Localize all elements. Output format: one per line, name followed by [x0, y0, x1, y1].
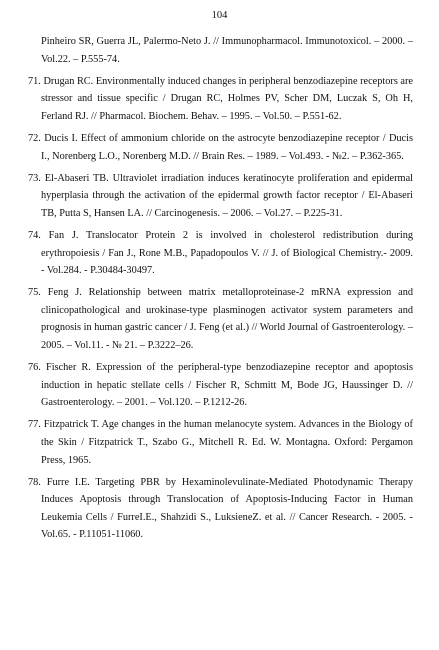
reference-text: Fitzpatrick T. Age changes in the human melanocyte system. Advances in the Biology of the Skin / Fitzpatrick T., Szabo G., Mitchell R. Ed. W. Montagna. Oxford: Pergamon Press, 1965. — [41, 419, 413, 466]
reference-text: Drugan RC. Environmentally induced changes in peripheral benzodiazepine receptors are stressor and tissue specific / Drugan RC, Holmes PV, Scher DM, Luczak S, Oh H, Ferland RJ. // Pharmacol. Biochem. Behav. – 1995. – Vol.50. – P.551-62. — [41, 75, 413, 122]
reference-text: El-Abaseri TB. Ultraviolet irradiation induces keratinocyte proliferation and epidermal hyperplasia through the activation of the epidermal growth factor receptor / El-Abaseri TB, Putta S, Hansen LA. // Carcinogenesis. – 2006. – Vol.27. – P.225-31. — [41, 172, 414, 219]
page-number: 104 — [211, 10, 228, 21]
reference-text: Feng J. Relationship between matrix metalloproteinase-2 mRNA expression and clinicopathological and urokinase-type plasminogen activator system parameters and prognosis in human gastric cancer / J. Feng (et al.) // World Journal of Gastroenterology. – 2005. – Vol.11. - № 21. – P.3222–26. — [41, 287, 413, 351]
reference-item-73 — [28, 170, 413, 223]
reference-number: 74. — [28, 229, 41, 241]
reference-item-78 — [28, 474, 413, 544]
reference-number: 78. — [28, 476, 41, 488]
reference-item-72 — [28, 130, 413, 165]
reference-number: 72. — [28, 132, 41, 144]
reference-list — [28, 33, 413, 549]
reference-number: 71. — [28, 75, 41, 87]
reference-text: Fischer R. Expression of the peripheral-type benzodiazepine receptor and apoptosis induction in hepatic stellate cells / Fischer R, Schmitt M, Bode JG, Haussinger D. // Gastroenterology. – 2001. – Vol.120. – P.1212-26. — [41, 362, 413, 409]
reference-text: Ducis I. Effect of ammonium chloride on the astrocyte benzodiazepine receptor / Ducis I., Norenberg L.O., Norenberg M.D. // Brain Res. – 1989. – Vol.493. - №2. – P.362-365. — [41, 132, 413, 162]
reference-text: Fan J. Translocator Protein 2 is involved in cholesterol redistribution during erythropoiesis / Fan J., Rone M.B., Papadopoulos V. // J. of Biological Chemistry.- 2009. - Vol.284. - P.30484-30497. — [41, 229, 413, 277]
reference-number: 73. — [28, 172, 41, 184]
reference-number: 77. — [28, 419, 41, 431]
reference-number: 75. — [28, 287, 41, 299]
reference-continuation: Pinheiro SR, Guerra JL, Palermo-Neto J. // Immunopharmacol. Immunotoxicol. – 2000. – Vol.22. – P.555-74. — [41, 36, 413, 65]
reference-item-71 — [28, 73, 413, 126]
reference-number: 76. — [28, 362, 41, 374]
reference-item-77 — [28, 416, 413, 469]
reference-text: Furre I.E. Targeting PBR by Hexaminolevulinate-Mediated Photodynamic Therapy Induces Apoptosis through Translocation of Apoptosis-Inducing Factor in Human Leukemia Cells / FurreI.E., Shahzidi S., LuksieneZ. et al. // Cancer Research. - 2005. - Vol.65. - P.11051-11060. — [41, 476, 413, 541]
reference-item-75 — [28, 284, 413, 354]
reference-item-74 — [28, 227, 413, 280]
reference-item-76 — [28, 359, 413, 412]
